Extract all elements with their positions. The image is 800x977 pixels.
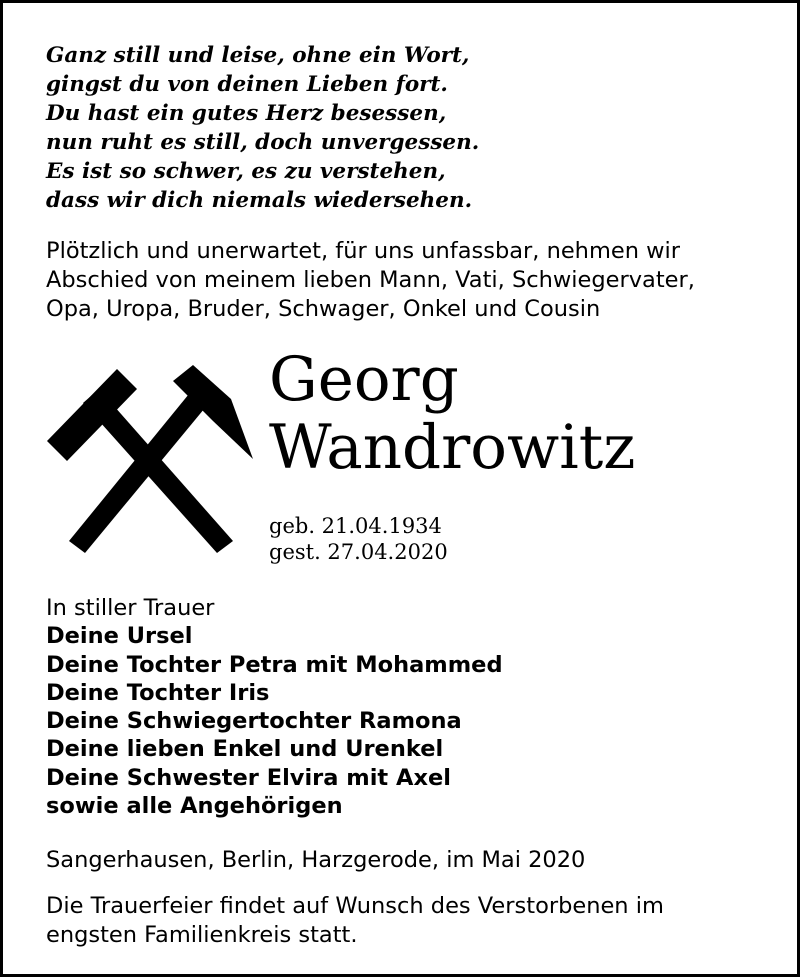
mourner: Deine lieben Enkel und Urenkel: [46, 736, 444, 763]
poem-line: nun ruht es still, doch unvergessen.: [46, 130, 480, 155]
mourner: Deine Ursel: [46, 623, 193, 650]
deceased-name: [269, 346, 635, 482]
poem-line: Es ist so schwer, es zu verstehen,: [46, 159, 446, 184]
mourner: Deine Schwiegertochter Ramona: [46, 708, 462, 735]
death-date: gest. 27.04.2020: [269, 540, 448, 564]
intro-text: [46, 237, 695, 324]
first-name: Georg: [269, 344, 459, 415]
poem: [46, 41, 479, 215]
mourners-list: [46, 594, 503, 820]
birth-date: geb. 21.04.1934: [269, 514, 442, 538]
notice-line: Die Trauerfeier findet auf Wunsch des Verstorbenen im: [46, 893, 664, 919]
intro-line: Plötzlich und unerwartet, für uns unfassbar, nehmen wir: [46, 238, 681, 264]
notice-line: engsten Familienkreis statt.: [46, 922, 358, 948]
last-name: Wandrowitz: [269, 412, 636, 483]
poem-line: gingst du von deinen Lieben fort.: [46, 72, 448, 97]
life-dates: [269, 513, 448, 565]
intro-line: Opa, Uropa, Bruder, Schwager, Onkel und Cousin: [46, 296, 601, 322]
mourner: Deine Tochter Petra mit Mohammed: [46, 651, 503, 678]
intro-line: Abschied von meinem lieben Mann, Vati, Schwiegervater,: [46, 267, 695, 293]
hammer-and-pick-icon: [43, 363, 255, 555]
place-and-date: Sangerhausen, Berlin, Harzgerode, im Mai 2020: [46, 847, 586, 873]
mourner: Deine Tochter Iris: [46, 679, 270, 706]
mourner: sowie alle Angehörigen: [46, 793, 343, 820]
funeral-notice: [46, 892, 664, 950]
mourners-heading: In stiller Trauer: [46, 595, 215, 621]
poem-line: Du hast ein gutes Herz besessen,: [46, 101, 447, 126]
poem-line: dass wir dich niemals wiedersehen.: [46, 188, 473, 213]
poem-line: Ganz still und leise, ohne ein Wort,: [46, 43, 470, 68]
mourner: Deine Schwester Elvira mit Axel: [46, 764, 451, 791]
